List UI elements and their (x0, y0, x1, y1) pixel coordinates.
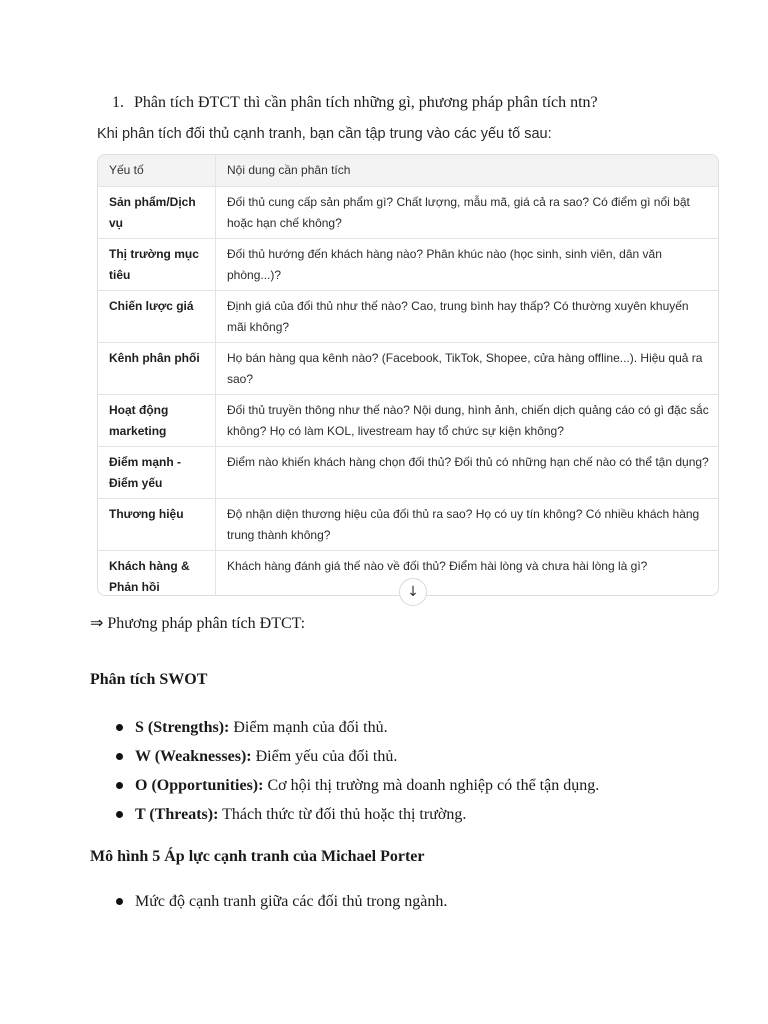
bullet-icon (116, 782, 123, 789)
swot-label: W (Weaknesses): (135, 748, 252, 765)
intro-text: Khi phân tích đối thủ cạnh tranh, bạn cần tập trung vào các yếu tố sau: (97, 126, 552, 142)
porter-item-text: Mức độ cạnh tranh giữa các đối thủ trong ngành. (135, 893, 448, 910)
list-item (112, 713, 599, 742)
table-row (98, 342, 718, 394)
factors-table (97, 154, 719, 596)
swot-text: Cơ hội thị trường mà doanh nghiệp có thể tận dụng. (263, 777, 600, 794)
list-item (112, 800, 599, 829)
table-row (98, 446, 718, 498)
bullet-icon (116, 724, 123, 731)
swot-list (112, 713, 599, 829)
list-item (112, 742, 599, 771)
table-cell-content: Độ nhận diện thương hiệu của đối thủ ra sao? Họ có uy tín không? Có nhiều khách hàng trung thành không? (227, 507, 700, 542)
table-cell-content: Định giá của đối thủ như thế nào? Cao, trung bình hay thấp? Có thường xuyên khuyến mãi không? (227, 299, 689, 334)
table-header-factor: Yếu tố (98, 155, 216, 186)
swot-text: Thách thức từ đối thủ hoặc thị trường. (218, 806, 467, 823)
table-cell-content: Đối thủ hướng đến khách hàng nào? Phân khúc nào (học sinh, sinh viên, dân văn phòng...)? (227, 247, 662, 282)
bullet-icon (116, 898, 123, 905)
swot-text: Điểm yếu của đối thủ. (251, 748, 398, 765)
table-cell-content: Đối thủ truyền thông như thế nào? Nội dung, hình ảnh, chiến dịch quảng cáo có gì đặc sắc không? Họ có làm KOL, livestream hay tổ chức sự kiện không? (227, 403, 709, 438)
list-item (112, 771, 599, 800)
question-number: 1. (112, 94, 124, 111)
question-text: Phân tích ĐTCT thì cần phân tích những gì, phương pháp phân tích ntn? (134, 94, 598, 111)
table-cell-content: Họ bán hàng qua kênh nào? (Facebook, TikTok, Shopee, cửa hàng offline...). Hiệu quả ra sao? (227, 351, 703, 386)
table-cell-content: Khách hàng đánh giá thế nào về đối thủ? Điểm hài lòng và chưa hài lòng là gì? (227, 559, 648, 573)
arrow-down-icon: ↓ (407, 584, 419, 600)
table-cell-factor: Thị trường mục tiêu (98, 239, 216, 290)
table-row (98, 290, 718, 342)
porter-list (112, 887, 447, 916)
swot-text: Điểm mạnh của đối thủ. (229, 719, 388, 736)
bullet-icon (116, 811, 123, 818)
porter-heading: Mô hình 5 Áp lực cạnh tranh của Michael Porter (90, 848, 425, 865)
table-cell-content: Điểm nào khiến khách hàng chọn đối thủ? Đối thủ có những hạn chế nào có thể tận dụng? (227, 455, 709, 469)
table-row (98, 498, 718, 550)
scroll-down-button[interactable] (399, 578, 427, 606)
bullet-icon (116, 753, 123, 760)
table-cell-content: Đối thủ cung cấp sản phẩm gì? Chất lượng, mẫu mã, giá cả ra sao? Có điểm gì nổi bật hoặc hạn chế không? (227, 195, 690, 230)
table-cell-factor: Kênh phân phối (98, 343, 216, 394)
table-row (98, 238, 718, 290)
method-title: ⇒ Phương pháp phân tích ĐTCT: (90, 615, 306, 632)
swot-label: O (Opportunities): (135, 777, 264, 794)
table-header-row (98, 155, 718, 186)
swot-heading: Phân tích SWOT (90, 671, 208, 688)
table-cell-factor: Điểm mạnh - Điểm yếu (98, 447, 216, 498)
table-cell-factor: Hoạt động marketing (98, 395, 216, 446)
table-cell-factor: Khách hàng & Phản hồi (98, 551, 216, 596)
table-cell-factor: Thương hiệu (98, 499, 216, 550)
list-item (112, 887, 447, 916)
table-row (98, 394, 718, 446)
table-header-content: Nội dung cần phân tích (227, 163, 351, 177)
table-cell-factor: Chiến lược giá (98, 291, 216, 342)
table-cell-factor: Sản phẩm/Dịch vụ (98, 187, 216, 238)
table-row (98, 186, 718, 238)
swot-label: S (Strengths): (135, 719, 230, 736)
question-title (112, 93, 598, 113)
swot-label: T (Threats): (135, 806, 219, 823)
